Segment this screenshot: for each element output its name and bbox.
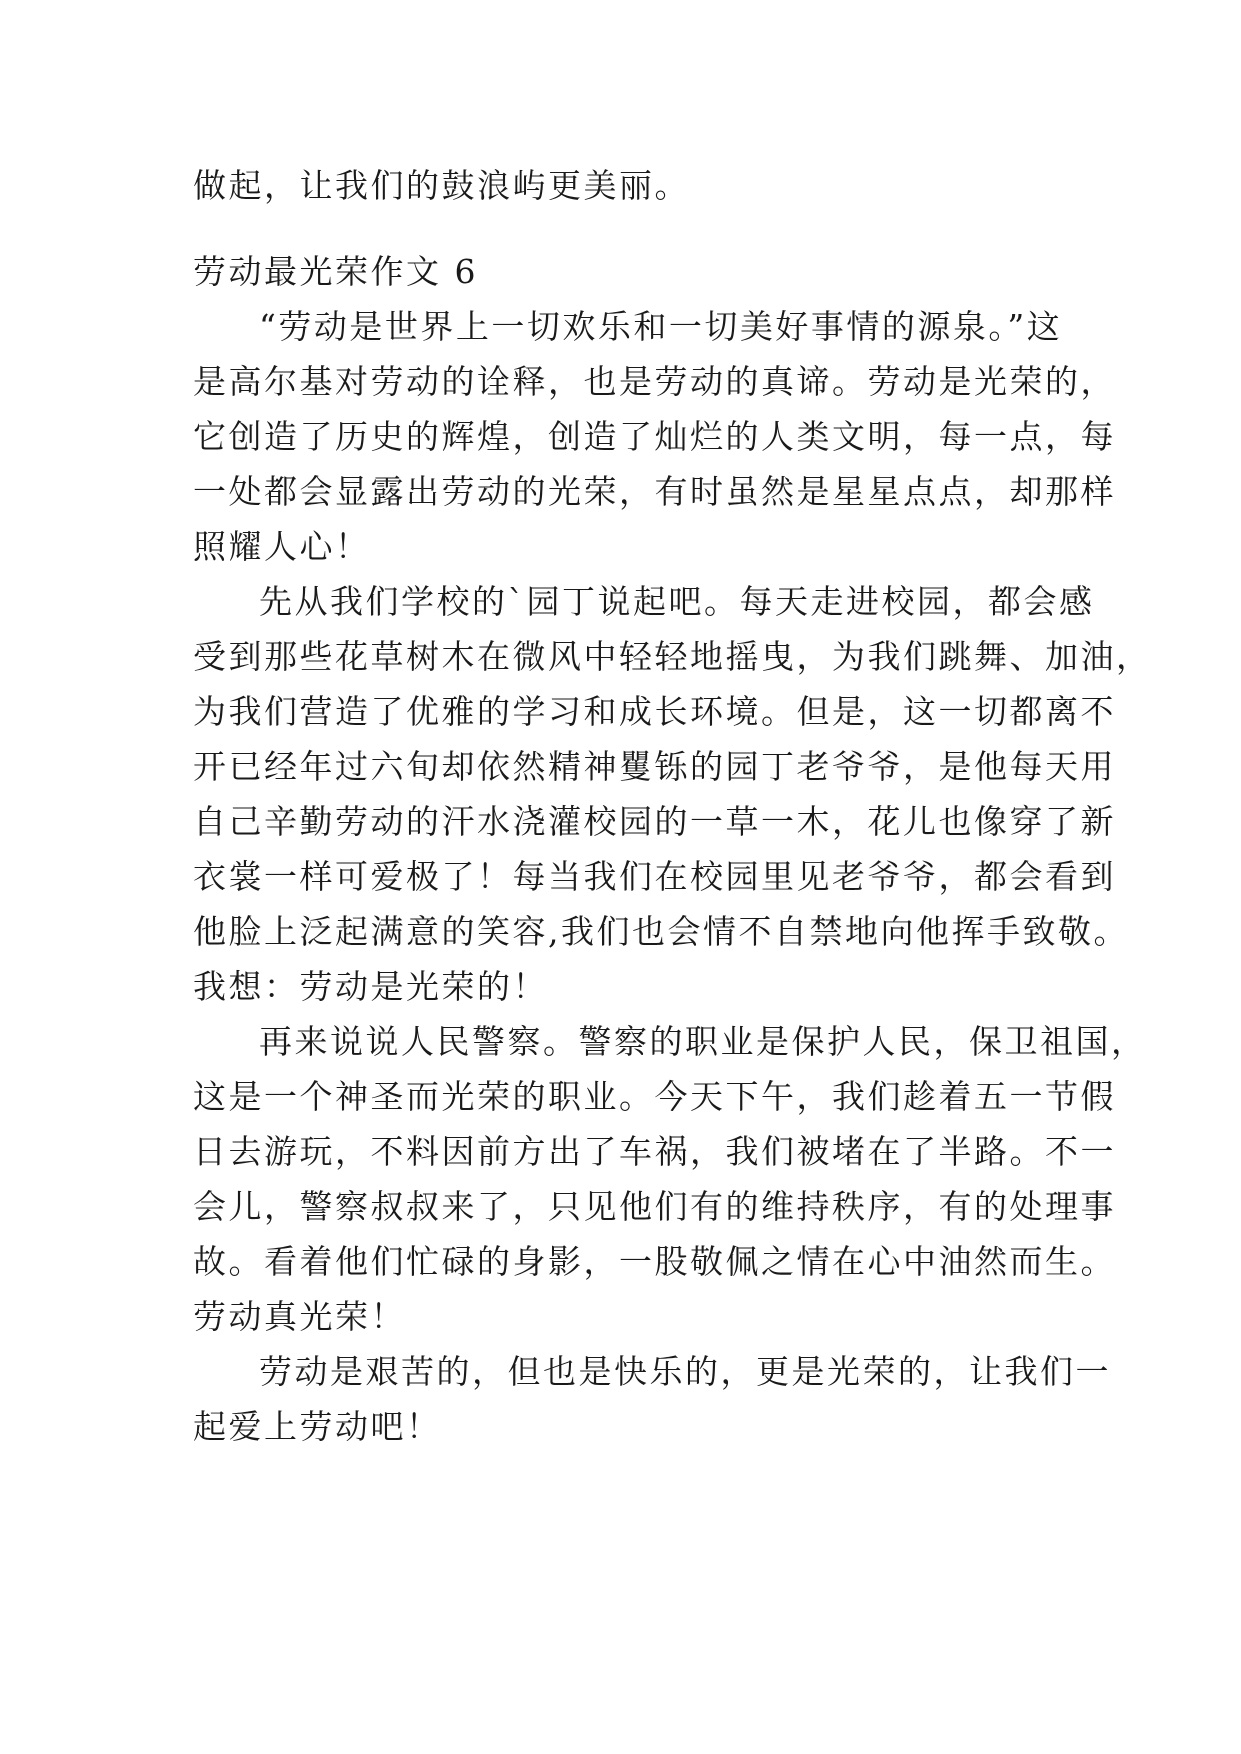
text-line: 自己辛勤劳动的汗水浇灌校园的一草一木，花儿也像穿了新 [193, 802, 1116, 841]
text-line: 劳动真光荣！ [193, 1297, 406, 1336]
text-line: 会儿，警察叔叔来了，只见他们有的维持秩序，有的处理事 [193, 1187, 1116, 1226]
text-line: 一处都会显露出劳动的光荣，有时虽然是星星点点，却那样 [193, 472, 1116, 511]
text-line: 起爱上劳动吧！ [193, 1407, 442, 1446]
text-line: 它创造了历史的辉煌，创造了灿烂的人类文明，每一点，每 [193, 417, 1116, 456]
text-line: 日去游玩，不料因前方出了车祸，我们被堵在了半路。不一 [193, 1132, 1116, 1171]
text-line: 是高尔基对劳动的诠释，也是劳动的真谛。劳动是光荣的， [193, 362, 1116, 401]
text-line: 先从我们学校的`园丁说起吧。每天走进校园，都会感 [259, 582, 1095, 621]
text-line: “劳动是世界上一切欢乐和一切美好事情的源泉。”这 [259, 307, 1063, 346]
text-line: 他脸上泛起满意的笑容,我们也会情不自禁地向他挥手致敬。 [193, 912, 1129, 951]
section-heading: 劳动最光荣作文 6 [193, 252, 478, 291]
text-line: 我想：劳动是光荣的！ [193, 967, 548, 1006]
text-line: 故。看着他们忙碌的身影，一股敬佩之情在心中油然而生。 [193, 1242, 1116, 1281]
text-line: 衣裳一样可爱极了！每当我们在校园里见老爷爷，都会看到 [193, 857, 1116, 896]
text-line: 做起，让我们的鼓浪屿更美丽。 [193, 166, 690, 205]
text-line: 再来说说人民警察。警察的职业是保护人民，保卫祖国， [259, 1022, 1147, 1061]
text-line: 照耀人心！ [193, 527, 371, 566]
text-line: 受到那些花草树木在微风中轻轻地摇曳，为我们跳舞、加油， [193, 637, 1152, 676]
text-line: 这是一个神圣而光荣的职业。今天下午，我们趁着五一节假 [193, 1077, 1116, 1116]
text-line: 为我们营造了优雅的学习和成长环境。但是，这一切都离不 [193, 692, 1116, 731]
text-line: 开已经年过六旬却依然精神矍铄的园丁老爷爷，是他每天用 [193, 747, 1116, 786]
text-line: 劳动是艰苦的，但也是快乐的，更是光荣的，让我们一 [259, 1352, 1111, 1391]
